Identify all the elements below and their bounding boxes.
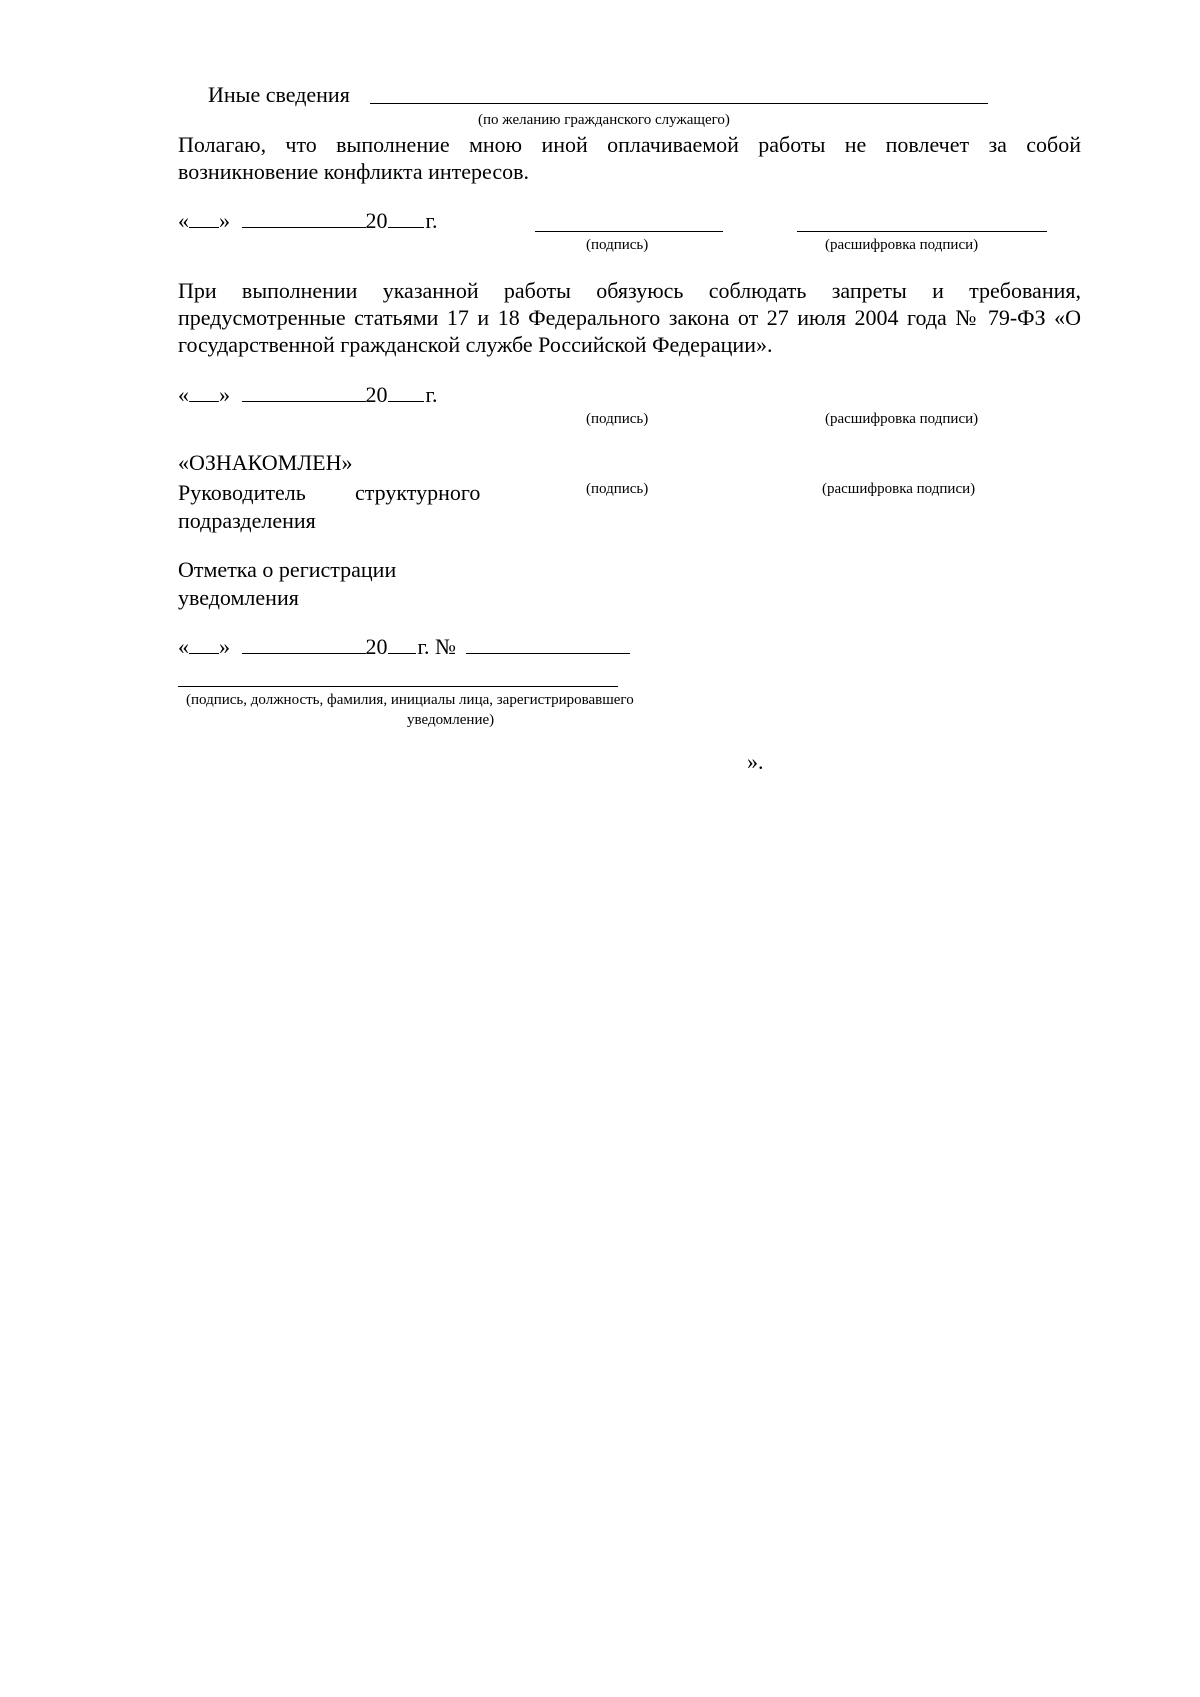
signature-hint-3: (подпись) [586,481,649,497]
decoding-hint-1: (расшифровка подписи) [825,237,979,253]
decoding-hint-3: (расшифровка подписи) [822,481,976,497]
registration-label-line-2: уведомления [178,585,299,610]
date-line-1: « » 20 г. [178,208,438,233]
decoding-hint-2: (расшифровка подписи) [825,411,979,427]
statement-no-conflict: Полагаю, что выполнение мною иной оплачиваемой работы не повлечет за собой возникновение конфликта интересов. [178,132,1081,184]
signature-hint-2: (подпись) [586,411,649,427]
closing-quote: ». [747,749,764,774]
head-role-word-2: структурного [355,480,481,505]
date-line-2: « » 20 г. [178,382,438,407]
signature-hint-1: (подпись) [586,237,649,253]
head-role-word-1: Руководитель [178,480,306,505]
registrar-hint-line-1: (подпись, должность, фамилия, инициалы лица, зарегистрировавшего [186,692,634,708]
registrar-signature-line[interactable] [178,686,618,687]
other-info-label: Иные сведения [208,82,350,107]
date-line-3: « » 20 г. № [178,633,630,661]
signature-line-1[interactable] [535,231,723,232]
acknowledged-title: «ОЗНАКОМЛЕН» [178,450,353,475]
other-info-hint: (по желанию гражданского служащего) [478,112,730,128]
decoding-line-1[interactable] [797,231,1047,232]
head-role-line-2: подразделения [178,508,316,533]
registration-label-line-1: Отметка о регистрации [178,557,397,582]
other-info-field-line[interactable] [370,103,988,104]
registrar-hint-line-2: уведомление) [407,712,495,728]
statement-obligation: При выполнении указанной работы обязуюсь соблюдать запреты и требования, предусмотренные статьями 17 и 18 Федерального закона от 27 июля 2004 года № 79-ФЗ «О государственной гражданской службе Российской Федерации». [178,278,1081,357]
